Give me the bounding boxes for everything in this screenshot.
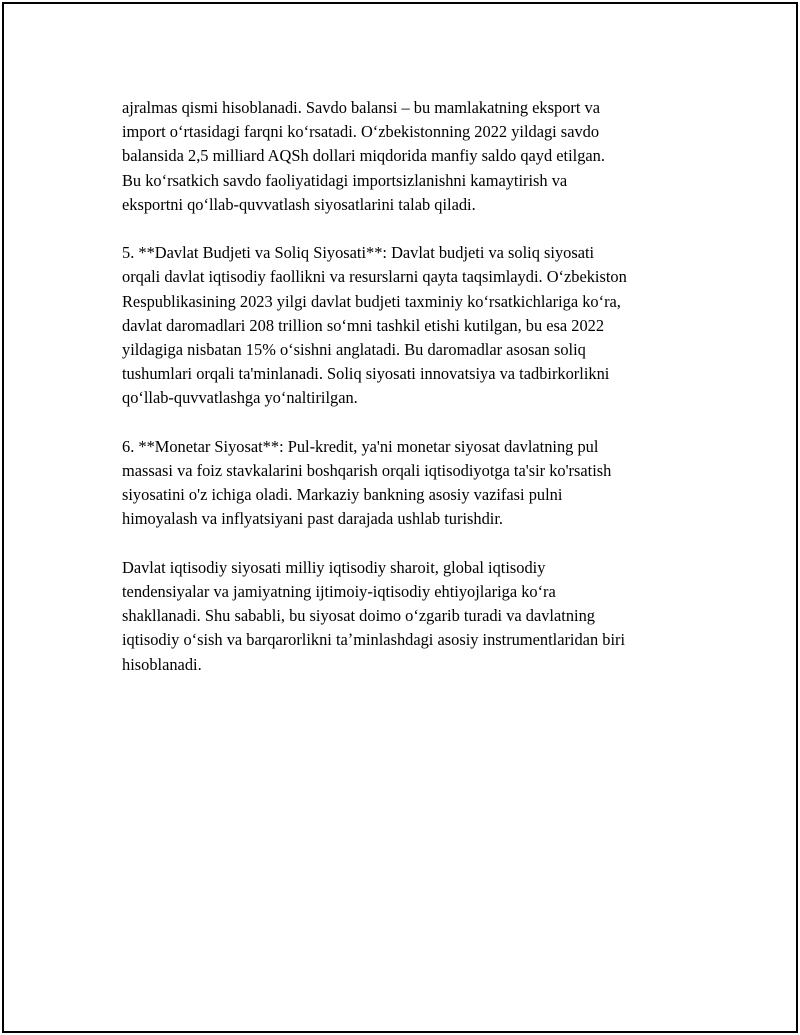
- text-line: qoʻllab-quvvatlashga yoʻnaltirilgan.: [122, 388, 358, 408]
- text-line: Bu koʻrsatkich savdo faoliyatidagi importsizlanishni kamaytirish va: [122, 170, 568, 190]
- paragraph-trade-balance: [122, 96, 697, 217]
- text-line: iqtisodiy oʻsish va barqarorlikni taʼminlashdagi asosiy instrumentlaridan biri: [122, 630, 626, 650]
- paragraph-monetary-policy: [122, 435, 697, 532]
- text-line: 5. **Davlat Budjeti va Soliq Siyosati**: Davlat budjeti va soliq siyosati: [122, 243, 595, 263]
- text-line: hisoblanadi.: [122, 654, 202, 674]
- paragraph-budget-tax-policy: [122, 241, 697, 410]
- text-line: yildagiga nisbatan 15% oʻsishni anglatadi. Bu daromadlar asosan soliq: [122, 340, 586, 360]
- text-line: 6. **Monetar Siyosat**: Pul-kredit, ya'ni monetar siyosat davlatning pul: [122, 436, 599, 456]
- text-line: shakllanadi. Shu sababli, bu siyosat doimo oʻzgarib turadi va davlatning: [122, 606, 595, 626]
- page-frame: [2, 2, 798, 1033]
- text-line: davlat daromadlari 208 trillion soʻmni tashkil etishi kutilgan, bu esa 2022: [122, 315, 605, 335]
- text-line: himoyalash va inflyatsiyani past darajada ushlab turishdir.: [122, 509, 503, 529]
- text-line: siyosatini o'z ichiga oladi. Markaziy bankning asosiy vazifasi pulni: [122, 485, 563, 505]
- text-line: balansida 2,5 milliard AQSh dollari miqdorida manfiy saldo qayd etilgan.: [122, 146, 605, 166]
- text-line: orqali davlat iqtisodiy faollikni va resurslarni qayta taqsimlaydi. Oʻzbekiston: [122, 267, 627, 287]
- text-line: ajralmas qismi hisoblanadi. Savdo balansi – bu mamlakatning eksport va: [122, 98, 600, 117]
- paragraph-conclusion: [122, 556, 697, 677]
- text-line: Respublikasining 2023 yilgi davlat budjeti taxminiy koʻrsatkichlariga koʻra,: [122, 291, 621, 311]
- text-line: Davlat iqtisodiy siyosati milliy iqtisodiy sharoit, global iqtisodiy: [122, 557, 546, 577]
- document-body: [122, 96, 697, 701]
- text-line: tushumlari orqali ta'minlanadi. Soliq siyosati innovatsiya va tadbirkorlikni: [122, 364, 610, 384]
- text-line: massasi va foiz stavkalarini boshqarish orqali iqtisodiyotga ta'sir ko'rsatish: [122, 461, 612, 481]
- text-line: import oʻrtasidagi farqni koʻrsatadi. Oʻzbekistonning 2022 yildagi savdo: [122, 122, 600, 142]
- text-line: eksportni qoʻllab-quvvatlash siyosatlarini talab qiladi.: [122, 194, 476, 214]
- text-line: tendensiyalar va jamiyatning ijtimoiy-iqtisodiy ehtiyojlariga koʻra: [122, 582, 556, 602]
